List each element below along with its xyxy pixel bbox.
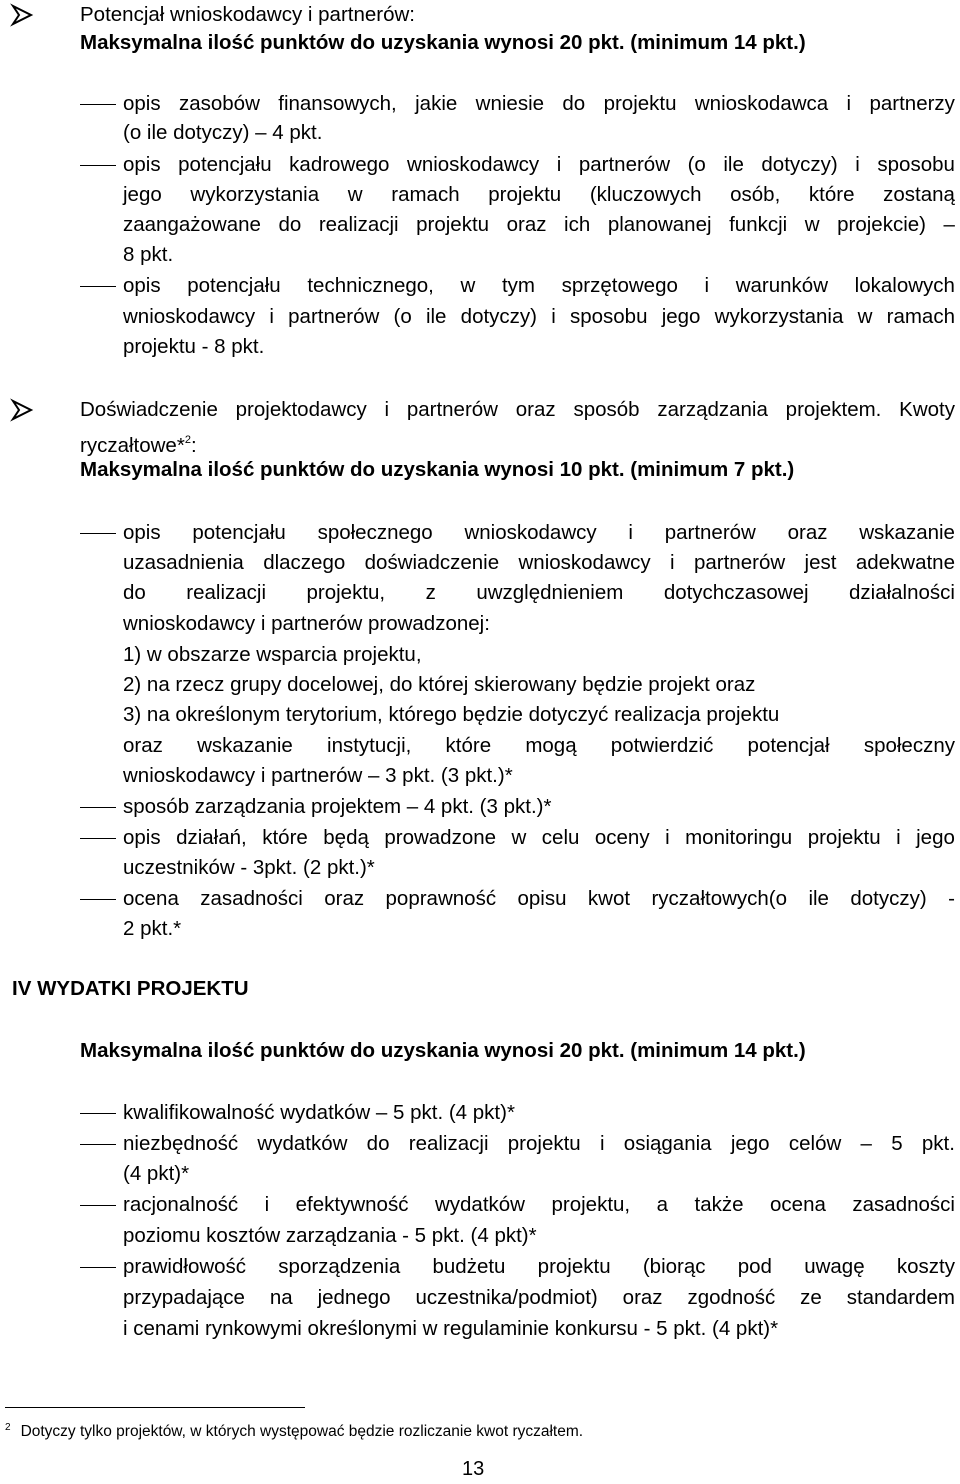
list-item-line: i cenami rynkowymi określonymi w regulaminie konkursu - 5 pkt. (4 pkt)* — [123, 1317, 779, 1340]
list-item-line: opis działań, które będą prowadzone w celu oceny i monitoringu projektu i jego — [123, 826, 955, 849]
dash-bullet — [80, 1205, 116, 1206]
dash-bullet — [80, 899, 116, 900]
list-item-line: opis potencjału społecznego wnioskodawcy i partnerów oraz wskazanie — [123, 521, 955, 544]
max-points: Maksymalna ilość punktów do uzyskania wynosi 20 pkt. (minimum 14 pkt.) — [80, 1039, 806, 1062]
dash-bullet — [80, 1144, 116, 1145]
chapter-heading: IV WYDATKI PROJEKTU — [12, 977, 249, 1000]
list-item-line: przypadające na jednego uczestnika/podmiot) oraz zgodność ze standardem — [123, 1286, 955, 1309]
list-item-line: poziomu kosztów zarządzania - 5 pkt. (4 pkt)* — [123, 1224, 537, 1247]
list-item-line: wnioskodawcy i partnerów prowadzonej: — [123, 612, 490, 635]
dash-bullet — [80, 104, 116, 105]
section-title: Doświadczenie projektodawcy i partnerów oraz sposób zarządzania projektem. Kwoty — [80, 398, 955, 421]
list-item-line: niezbędność wydatków do realizacji projektu i osiągania jego celów – 5 pkt. — [123, 1132, 955, 1155]
list-item-line: oraz wskazanie instytucji, które mogą potwierdzić potencjał społeczny — [123, 734, 955, 757]
dash-bullet — [80, 807, 116, 808]
list-item-line: sposób zarządzania projektem – 4 pkt. (3 pkt.)* — [123, 795, 552, 818]
list-item-line: opis zasobów finansowych, jakie wniesie do projektu wnioskodawca i partnerzy — [123, 92, 955, 115]
dash-bullet — [80, 1267, 116, 1268]
list-item-line: (4 pkt)* — [123, 1162, 190, 1185]
footnote-separator — [5, 1407, 305, 1408]
dash-bullet — [80, 838, 116, 839]
section-title-text: ryczałtowe* — [80, 434, 185, 457]
list-item-line: opis potencjału technicznego, w tym sprzętowego i warunków lokalowych — [123, 274, 955, 297]
dash-bullet — [80, 286, 116, 287]
list-item-line: uzasadnienia dlaczego doświadczenie wnioskodawcy i partnerów jest adekwatne — [123, 551, 955, 574]
max-points: Maksymalna ilość punktów do uzyskania wynosi 20 pkt. (minimum 14 pkt.) — [80, 31, 806, 54]
numbered-line: 2) na rzecz grupy docelowej, do której skierowany będzie projekt oraz — [123, 673, 756, 696]
list-item-line: prawidłowość sporządzenia budżetu projektu (biorąc pod uwagę koszty — [123, 1255, 955, 1278]
numbered-line: 1) w obszarze wsparcia projektu, — [123, 643, 422, 666]
list-item-line: projektu - 8 pkt. — [123, 335, 265, 358]
list-item-line: (o ile dotyczy) – 4 pkt. — [123, 121, 323, 144]
dash-bullet — [80, 1113, 116, 1114]
list-item-line: do realizacji projektu, z uwzględnieniem dotychczasowej działalności — [123, 581, 955, 604]
page-number: 13 — [462, 1458, 485, 1480]
list-item-line: zaangażowane do realizacji projektu oraz ich planowanej funkcji w projekcie) – — [123, 213, 955, 236]
footnote-marker: 2 — [5, 1422, 11, 1433]
numbered-line: 3) na określonym terytorium, którego będzie dotyczyć realizacja projektu — [123, 703, 780, 726]
section-title-colon: : — [190, 434, 197, 457]
footnote — [5, 1417, 583, 1443]
list-item-line: uczestników - 3pkt. (2 pkt.)* — [123, 856, 375, 879]
list-item-line: kwalifikowalność wydatków – 5 pkt. (4 pkt)* — [123, 1101, 515, 1124]
dash-bullet — [80, 533, 116, 534]
list-item-line: racjonalność i efektywność wydatków projektu, a także ocena zasadności — [123, 1193, 955, 1216]
arrow-bullet-icon — [10, 395, 36, 425]
list-item-line: ocena zasadności oraz poprawność opisu kwot ryczałtowych(o ile dotyczy) - — [123, 887, 955, 910]
footnote-ref[interactable]: 2 — [184, 434, 191, 446]
list-item-line: 8 pkt. — [123, 243, 174, 266]
list-item-line: 2 pkt.* — [123, 917, 182, 940]
arrow-bullet-icon — [10, 0, 36, 30]
section-title: Potencjał wnioskodawcy i partnerów: — [80, 3, 415, 26]
list-item-line: wnioskodawcy i partnerów – 3 pkt. (3 pkt.)* — [123, 764, 513, 787]
list-item-line: jego wykorzystania w ramach projektu (kluczowych osób, które zostaną — [123, 183, 955, 206]
max-points: Maksymalna ilość punktów do uzyskania wynosi 10 pkt. (minimum 7 pkt.) — [80, 458, 795, 481]
list-item-line: wnioskodawcy i partnerów (o ile dotyczy) i sposobu jego wykorzystania w ramach — [123, 305, 955, 328]
footnote-text: Dotyczy tylko projektów, w których występować będzie rozliczanie kwot ryczałtem. — [20, 1423, 584, 1440]
dash-bullet — [80, 165, 116, 166]
list-item-line: opis potencjału kadrowego wnioskodawcy i partnerów (o ile dotyczy) i sposobu — [123, 153, 955, 176]
